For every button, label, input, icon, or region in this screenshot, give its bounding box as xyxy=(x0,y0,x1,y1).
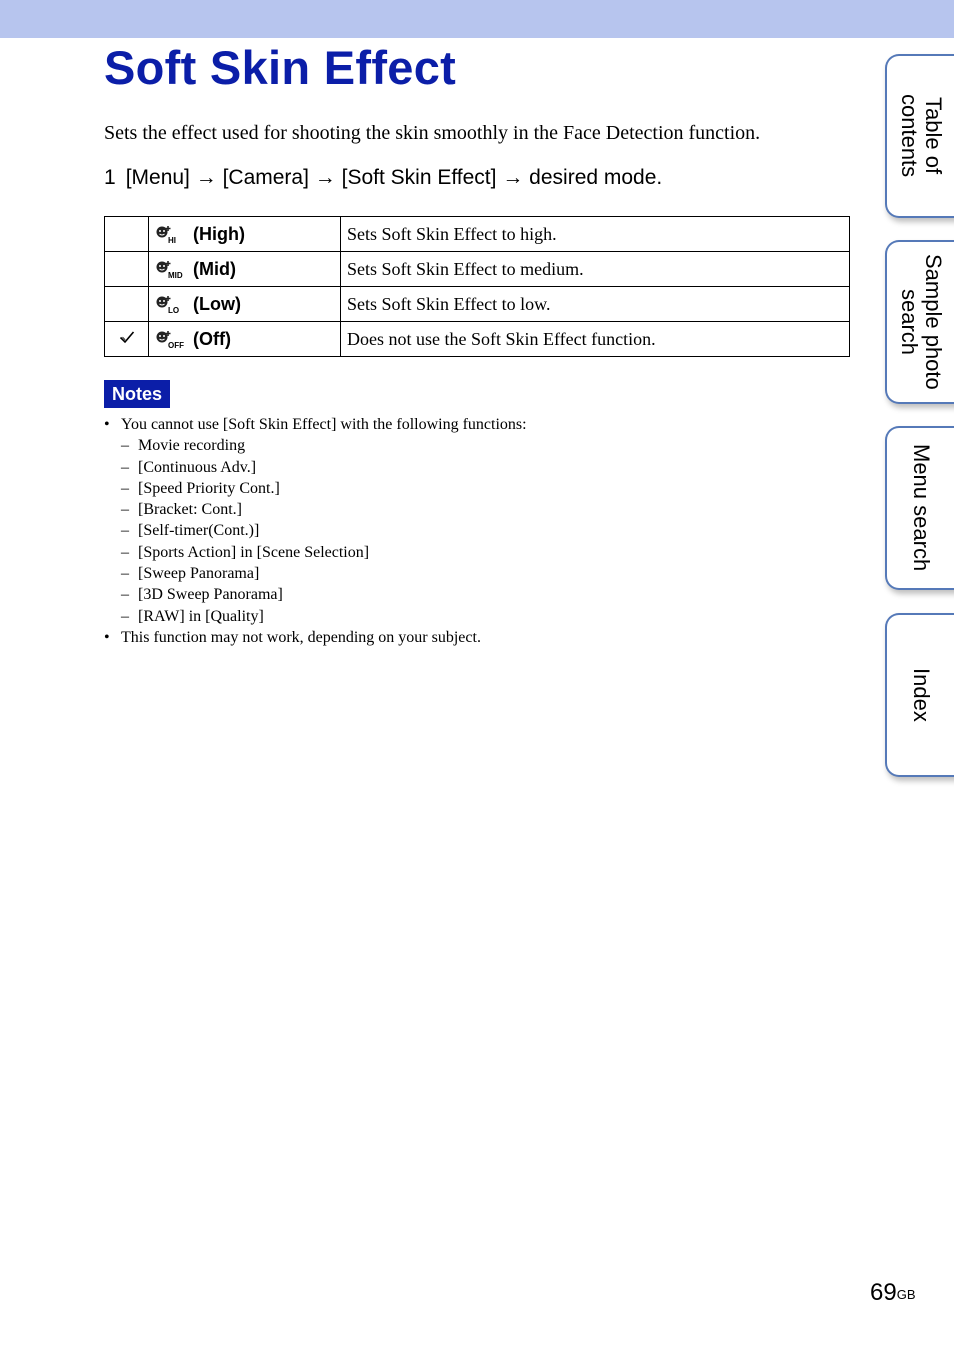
mode-cell xyxy=(149,217,341,252)
step-instruction xyxy=(104,164,662,192)
mode-badge: OFF xyxy=(168,341,184,350)
bullet-icon: • xyxy=(104,416,110,433)
table-row xyxy=(105,287,850,322)
tab-label: Menu search xyxy=(909,444,934,572)
mode-table xyxy=(104,216,850,357)
table-row xyxy=(105,322,850,357)
notes-heading: Notes xyxy=(104,380,170,408)
sub-item: – [RAW] in [Quality] xyxy=(121,607,264,625)
sub-item: – [Sweep Panorama] xyxy=(121,565,260,583)
sub-item: – [3D Sweep Panorama] xyxy=(121,586,283,604)
checkmark-icon xyxy=(119,330,135,344)
step-part-soft-skin: [Soft Skin Effect] xyxy=(341,166,497,189)
mode-cell xyxy=(149,287,341,322)
step-part-mode: desired mode. xyxy=(529,166,663,189)
bullet-icon: • xyxy=(104,628,110,646)
note-text: You cannot use [Soft Skin Effect] with the following functions: xyxy=(121,416,527,433)
sub-item: – [Bracket: Cont.] xyxy=(121,501,242,519)
step-part-camera: [Camera] xyxy=(222,166,309,189)
tab-label: Table of contents xyxy=(897,94,946,178)
sub-item: – [Continuous Adv.] xyxy=(121,458,257,476)
tab-menu-search[interactable] xyxy=(885,426,954,590)
default-marker-cell xyxy=(105,217,149,252)
note-item xyxy=(104,627,527,648)
page-title: Soft Skin Effect xyxy=(104,41,457,94)
arrow-right-icon: → xyxy=(314,166,336,189)
header-band xyxy=(0,0,954,38)
tab-table-of-contents[interactable] xyxy=(885,54,954,218)
table-row xyxy=(105,217,850,252)
mode-badge: HI xyxy=(168,236,176,245)
mode-badge: MID xyxy=(168,271,183,280)
tab-label: Index xyxy=(909,668,934,722)
note-text: This function may not work, depending on your subject. xyxy=(121,628,481,646)
mode-description: Does not use the Soft Skin Effect function. xyxy=(341,322,850,357)
mode-label: (Mid) xyxy=(193,258,236,279)
page-suffix: GB xyxy=(896,1287,916,1302)
mode-label: (High) xyxy=(193,223,245,244)
default-marker-cell xyxy=(105,287,149,322)
mode-label: (Low) xyxy=(193,293,241,314)
step-number: 1 xyxy=(104,166,116,189)
arrow-right-icon: → xyxy=(195,166,217,189)
tab-sample-photo-search[interactable] xyxy=(885,240,954,404)
soft-skin-low-icon xyxy=(155,294,187,314)
soft-skin-high-icon xyxy=(155,224,187,244)
default-marker-cell xyxy=(105,322,149,357)
sub-item: – [Speed Priority Cont.] xyxy=(121,479,280,497)
sub-item: – [Self-timer(Cont.)] xyxy=(121,522,260,540)
sub-item: – Movie recording xyxy=(121,437,246,455)
step-part-menu: [Menu] xyxy=(125,166,190,189)
soft-skin-off-icon xyxy=(155,329,187,349)
mode-label: (Off) xyxy=(193,328,231,349)
mode-description: Sets Soft Skin Effect to medium. xyxy=(341,252,850,287)
default-marker-cell xyxy=(105,252,149,287)
table-row xyxy=(105,252,850,287)
sub-item: – [Sports Action] in [Scene Selection] xyxy=(121,543,370,561)
mode-description: Sets Soft Skin Effect to low. xyxy=(341,287,850,322)
page-number: $69^{GB}$ xyxy=(870,1279,916,1306)
intro-text: Sets the effect used for shooting the skin smoothly in the Face Detection function. xyxy=(104,122,761,144)
notes-list xyxy=(104,414,527,648)
mode-description: Sets Soft Skin Effect to high. xyxy=(341,217,850,252)
tab-index[interactable] xyxy=(885,613,954,777)
mode-cell xyxy=(149,252,341,287)
note-sublist xyxy=(121,435,527,627)
mode-badge: LO xyxy=(168,306,180,315)
soft-skin-mid-icon xyxy=(155,259,187,279)
mode-cell xyxy=(149,322,341,357)
tab-label: Sample photo search xyxy=(897,254,946,390)
arrow-right-icon: → xyxy=(502,166,524,189)
note-item xyxy=(104,414,527,627)
